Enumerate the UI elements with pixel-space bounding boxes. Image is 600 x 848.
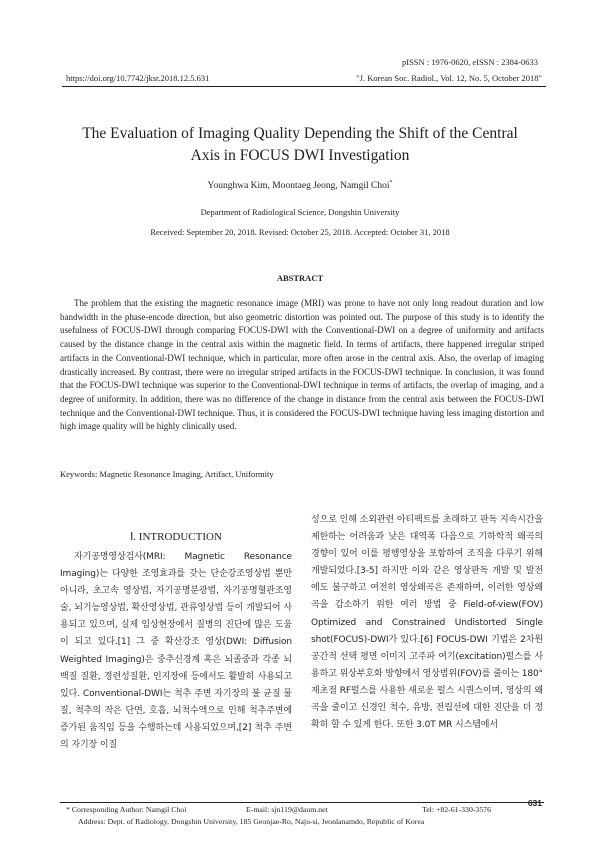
section-heading-introduction: Ⅰ. INTRODUCTION bbox=[130, 531, 222, 543]
journal-citation: "J. Korean Soc. Radiol., Vol. 12, No. 5, October 2018" bbox=[356, 73, 542, 83]
footnote-email[interactable]: E-mail: sjn119@daum.net bbox=[246, 805, 328, 814]
paper-title bbox=[40, 123, 560, 167]
doi-link[interactable]: https://doi.org/10.7742/jksr.2018.12.5.631 bbox=[66, 73, 210, 83]
corresponding-mark: * bbox=[389, 180, 393, 186]
authors bbox=[0, 180, 600, 191]
abstract-heading: ABSTRACT bbox=[276, 273, 324, 283]
submission-dates: Received: September 20, 2018. Revised: October 25, 2018. Accepted: October 31, 2018 bbox=[150, 227, 450, 237]
author-names: Younghwa Kim, Moontaeg Jeong, Namgil Choi bbox=[207, 181, 390, 192]
intro-right-column: 성으로 인해 소외관련 아티팩트를 초래하고 판독 지속시간을 제한하는 어려움과 낮은 대역폭 다음으로 기하학적 왜곡의 경향이 있어 이를 평행영상을 포함하여 조직을 다루기 위해 개발되었다.[3-5] 하지만 이와 같은 영상판독 개발 및 발전에도 불구하고 여전히 영상왜곡은 존재하며, 이러한 영상왜곡을 감소하기 위한 여러 방법 중 Field-of-view(FOV) Optimized and Constrained Undistorted Single shot(FOCUS)-DWI가 있다.[6] FOCUS-DWI 기법은 2차원 공간적 선택 평면 이미지 고주파 여기(excitation)펄스를 사용하고 위상부호화 방향에서 영상범위(FOV)를 줄이는 180° 재초점 RF펄스를 사용한 새로운 펄스 시퀀스이며, 영상의 왜곡을 줄이고 신경인 척수, 유방, 전립선에 대한 진단을 더 정확히 할 수 있게 한다. 또한 3.0T MR 시스템에서 bbox=[311, 515, 543, 731]
footnote-tel: Tel: +82-61-330-3576 bbox=[422, 805, 492, 814]
keywords: Keywords: Magnetic Resonance Imaging, Artifact, Uniformity bbox=[60, 469, 274, 479]
affiliation: Department of Radiological Science, Dongshin University bbox=[200, 207, 400, 217]
title-line-2: Axis in FOCUS DWI Investigation bbox=[190, 147, 410, 164]
header-rule bbox=[62, 86, 546, 87]
abstract-body: The problem that the existing the magnetic resonance image (MRI) was prone to have not only long readout duration and low bandwidth in the phase-encode direction, but also geometric distortion was pointed out. The purpose of this study is to identify the usefulness of FOCUS-DWI through comparing FOCUS-DWI with the Conventional-DWI on a degree of uniformity and artifacts caused by the distance change in the central axis within the magnetic field. In terms of artifacts, there happened irregular striped artifacts in the Conventional-DWI technique, which in particular, more often arose in the central axis. Also, the overlap of imaging drastically increased. By contrast, there were no irregular striped artifacts in the FOCUS-DWI technique. In conclusion, it was found that the FOCUS-DWI technique was superior to the Conventional-DWI technique in terms of artifacts, the overlap of imaging, and a degree of uniformity. In addition, there was no difference of the change in distance from the central axis between the FOCUS-DWI technique and the Conventional-DWI technique. Thus, it is considered the FOCUS-DWI technique having less imaging distortion and high image quality will be highly clinically used. bbox=[60, 298, 544, 432]
intro-left-column: 자기공명영상검사(MRI: Magnetic Resonance Imaging)는 다양한 조영효과를 갖는 단순강조영상법 뿐만 아니라, 초고속 영상법, 자기공명분광법, 자기공명혈관조영술, 뇌기능영상법, 확산영상법, 관류영상법 등이 개발되어 사용되고 있으며, 실제 임상현장에서 질병의 진단에 많은 도움이 되고 있다.[1] 그 중 확산강조 영상(DWI: Diffusion Weighted Imaging)은 중추신경계 혹은 뇌졸중과 각종 뇌 백질 질환, 경련성질환, 인지장애 등에서도 활발히 사용되고 있다. Conventional-DWI는 척추 주변 자기장의 불 균질 물질, 척추의 작은 단면, 호흡, 뇌척수액으로 인해 척추주변에 증가된 움직임 등을 수행하는데 사용되었으며,[2] 척추 주변의 자기장 이질 bbox=[60, 552, 292, 751]
page-number: 631 bbox=[527, 798, 542, 808]
footnote-address: Address: Dept. of Radiology, Dongshin University, 185 Geonjae-Ro, Naju-si, Jeonlanamdo, Republic of Korea bbox=[78, 817, 425, 826]
issn-line: pISSN : 1976-0620, eISSN : 2384-0633 bbox=[401, 57, 538, 67]
title-line-1: The Evaluation of Imaging Quality Depending the Shift of the Central bbox=[82, 125, 518, 142]
footnote-author: * Corresponding Author: Namgil Choi bbox=[66, 805, 187, 814]
footnote-rule bbox=[60, 802, 544, 803]
